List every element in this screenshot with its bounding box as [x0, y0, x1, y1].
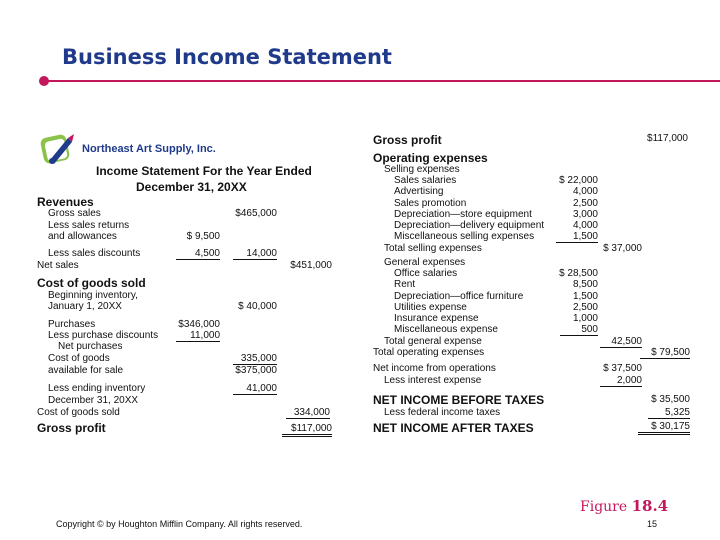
- figure-caption: [580, 497, 668, 515]
- selling-item-label: Depreciation—store equipment: [394, 209, 532, 220]
- total-general-label: Total general expense: [384, 336, 482, 347]
- net-purchases-label: Net purchases: [58, 341, 123, 352]
- selling-item-label: Depreciation—delivery equipment: [394, 220, 545, 231]
- general-item-label: Insurance expense: [394, 313, 479, 324]
- general-item-value: 2,500: [572, 302, 598, 313]
- selling-item-value: 4,000: [572, 186, 598, 197]
- sales-discounts-total: 14,000: [233, 248, 277, 260]
- copyright: Copyright © by Houghton Mifflin Company. All rights reserved.: [56, 519, 303, 529]
- purchase-discounts-value: 11,000: [176, 330, 220, 342]
- net-income-operations-value: $ 37,500: [603, 363, 642, 374]
- federal-taxes-value: 5,325: [648, 407, 690, 419]
- selling-item-value: $ 22,000: [559, 175, 598, 186]
- beginning-inventory-value: $ 40,000: [238, 301, 277, 312]
- right-gross-profit-label: Gross profit: [373, 133, 442, 147]
- net-sales-value: $451,000: [290, 260, 332, 271]
- selling-item-label: Advertising: [394, 186, 444, 197]
- statement-title-line1: Income Statement For the Year Ended: [96, 164, 312, 178]
- cost-available-line1: Cost of goods: [48, 353, 110, 364]
- selling-item-value: 4,000: [572, 220, 598, 231]
- beginning-inventory-line2: January 1, 20XX: [48, 301, 122, 312]
- cogs-heading: Cost of goods sold: [37, 276, 146, 290]
- total-operating-value: $ 79,500: [640, 347, 690, 359]
- total-operating-label: Total operating expenses: [373, 347, 485, 358]
- general-item-label: Rent: [394, 279, 416, 290]
- net-income-after-taxes-label: NET INCOME AFTER TAXES: [373, 421, 534, 435]
- general-item-value: 8,500: [572, 279, 598, 290]
- selling-item-label: Sales salaries: [394, 175, 457, 186]
- general-item-label: Depreciation—office furniture: [394, 291, 524, 302]
- interest-expense-label: Less interest expense: [384, 375, 482, 386]
- selling-item-label: Sales promotion: [394, 198, 467, 209]
- statement-title-line2: December 31, 20XX: [136, 180, 247, 194]
- right-gross-profit-value: $117,000: [647, 133, 688, 144]
- federal-taxes-label: Less federal income taxes: [384, 407, 501, 418]
- general-item-label: Miscellaneous expense: [394, 324, 498, 335]
- general-expenses-heading: General expenses: [384, 257, 466, 268]
- sales-returns-label-line1: Less sales returns: [48, 220, 130, 231]
- selling-expenses-heading: Selling expenses: [384, 164, 460, 175]
- general-item-value: $ 28,500: [559, 268, 598, 279]
- page-number: 15: [647, 519, 658, 529]
- total-selling-label: Total selling expenses: [384, 243, 482, 254]
- general-item-value: 500: [560, 324, 598, 336]
- gross-sales-value: $465,000: [235, 208, 277, 219]
- beginning-inventory-line1: Beginning inventory,: [48, 290, 138, 301]
- total-general-value: 42,500: [600, 336, 642, 348]
- net-sales-label: Net sales: [37, 260, 79, 271]
- interest-expense-value: 2,000: [600, 375, 642, 387]
- net-income-operations-label: Net income from operations: [373, 363, 496, 374]
- sales-returns-label-line2: and allowances: [48, 231, 117, 242]
- purchases-value: $346,000: [178, 319, 220, 330]
- purchase-discounts-label: Less purchase discounts: [48, 330, 159, 341]
- selling-item-value: 1,500: [556, 231, 598, 243]
- title-rule: [44, 80, 720, 82]
- operating-expenses-heading: Operating expenses: [373, 151, 488, 165]
- total-selling-value: $ 37,000: [603, 243, 642, 254]
- selling-item-value: 3,000: [572, 209, 598, 220]
- ending-inventory-line1: Less ending inventory: [48, 383, 146, 394]
- net-purchases-value: 335,000: [233, 353, 277, 365]
- net-income-before-taxes-label: NET INCOME BEFORE TAXES: [373, 393, 545, 407]
- general-item-value: 1,500: [572, 291, 598, 302]
- ending-inventory-value: 41,000: [233, 383, 277, 395]
- selling-item-value: 2,500: [572, 198, 598, 209]
- figure-number: 18.4: [631, 497, 669, 515]
- revenues-heading: Revenues: [37, 195, 94, 209]
- figure-label: Figure: [580, 499, 628, 515]
- gross-sales-label: Gross sales: [48, 208, 101, 219]
- company-name: Northeast Art Supply, Inc.: [82, 143, 216, 155]
- net-income-after-taxes-value: $ 30,175: [638, 421, 690, 435]
- cost-available-value: $375,000: [235, 365, 277, 376]
- gross-profit-label: Gross profit: [37, 421, 106, 435]
- cogs-total-label: Cost of goods sold: [37, 407, 120, 418]
- cogs-total-value: 334,000: [286, 407, 330, 419]
- sales-discounts-label: Less sales discounts: [48, 248, 141, 259]
- cost-available-line2: available for sale: [48, 365, 124, 376]
- sales-discounts-value: 4,500: [176, 248, 220, 260]
- gross-profit-value: $117,000: [282, 423, 332, 437]
- selling-item-label: Miscellaneous selling expenses: [394, 231, 535, 242]
- page-title: Business Income Statement: [62, 45, 392, 69]
- net-income-before-taxes-value: $ 35,500: [651, 394, 690, 405]
- purchases-label: Purchases: [48, 319, 96, 330]
- general-item-label: Office salaries: [394, 268, 458, 279]
- general-item-value: 1,000: [572, 313, 598, 324]
- ending-inventory-line2: December 31, 20XX: [48, 395, 139, 406]
- sales-returns-value: $ 9,500: [186, 231, 220, 242]
- general-item-label: Utilities expense: [394, 302, 467, 313]
- pen-nib-logo-icon: [38, 130, 78, 170]
